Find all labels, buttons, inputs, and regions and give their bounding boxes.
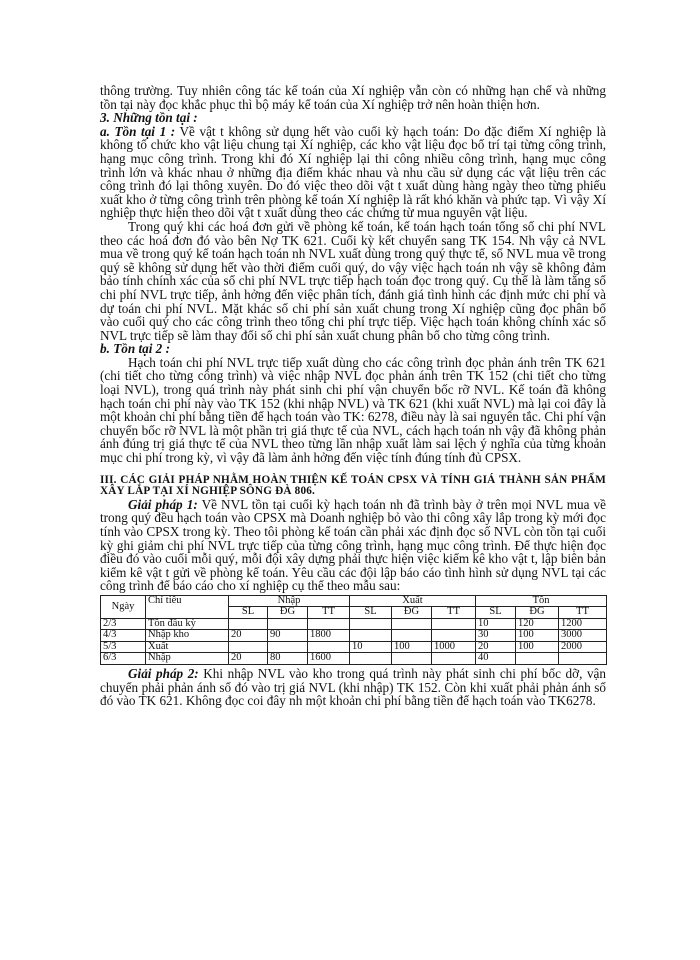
issue-1-text: Về vật t không sử dụng hết vào cuối kỳ hạch toán: Do đặc điểm Xí nghiệp là không tổ chức kho vật liệu chung tại Xí nghiệp, các kho vật liệu đọc bố trí tại từng công trình, hạng mục công trình. Trong khi đó Xí nghiệp lại thi công nhiều công trình, hạng mục công trình lớn và khác nhau ở những địa điểm khác nhau và nhu cầu sử dụng các vật liệu trên các công trình đó lại thông xuyên. Do đó việc theo dõi vật t xuất dùng hàng ngày theo từng phiếu xuất kho ở từng công trình trên phòng kế toán Xí nghiệp là rất khó khăn và phức tạp. Vì vậy Xí nghiệp thực hiện theo dõi vật t xuất dùng theo các chứng từ mua nguyên vật liệu. <box>100 123 607 221</box>
solution-1-text: Về NVL tồn tại cuối kỳ hạch toán nh đã trình bày ở trên mọi NVL mua về trong quý đều hạch toán vào CPSX mà Doanh nghiệp bỏ vào thi công xây lắp trong kỳ mới đọc tính vào CPSX trong kỳ. Theo tôi phòng kế toán cần phải xác định đọc số NVL còn tồn tại cuối kỳ ghi giảm chi phí NVL trực tiếp của từng công trình, hạng mục công trình. Để thực hiện đọc điều đó vào cuối mỗi quý, mỗi đội xây dựng phải thực hiện việc kiểm kê kho vật t, lập biên bản kiểm kê vật t gửi về phòng kế toán. Yêu cầu các đội lập báo cáo tình hình sử dụng NVL tại các công trình để báo cáo cho xí nghiệp cụ thể theo mẫu sau: <box>100 496 606 594</box>
cell: 1000 <box>432 641 476 653</box>
cell <box>516 653 559 665</box>
cell: 90 <box>268 630 308 642</box>
sub-header: TT <box>432 607 476 619</box>
cell: 2/3 <box>101 618 146 630</box>
cell <box>432 618 476 630</box>
solution-2-text: Khi nhập NVL vào kho trong quá trình này phát sinh chi phí bốc dỡ, vận chuyển phải phản ánh số đó vào trị giá NVL (khi nhập) TK 152. Còn khi xuất phải phản ánh số đó vào TK 621. Không đọc coi đây nh một khoản chi phí bằng tiền để hạch toán vào TK6278. <box>100 665 607 709</box>
cell: 20 <box>476 641 516 653</box>
cell <box>268 641 308 653</box>
cell: 5/3 <box>101 641 146 653</box>
cell <box>350 618 392 630</box>
cell: Tồn đầu kỳ <box>146 618 229 630</box>
cell <box>350 630 392 642</box>
solution-1-label: Giải pháp 1: <box>128 496 198 512</box>
cell: 20 <box>229 653 268 665</box>
intro-paragraph: thông trường. Tuy nhiên công tác kế toán của Xí nghiệp vẫn còn có những hạn chế và những tồn tại này đọc khắc phục thì bộ máy kế toán của Xí nghiệp trở nên hoàn thiện hơn. <box>100 83 606 112</box>
cell <box>308 618 350 630</box>
cell <box>229 641 268 653</box>
solution-1-paragraph <box>100 498 606 593</box>
cell: 1800 <box>308 630 350 642</box>
cell: 6/3 <box>101 653 146 665</box>
cell <box>392 630 432 642</box>
cell: 1200 <box>559 618 607 630</box>
issue-1-paragraph <box>100 125 606 220</box>
cell: 1600 <box>308 653 350 665</box>
cell: 20 <box>229 630 268 642</box>
table-row <box>101 630 607 642</box>
cell <box>392 653 432 665</box>
header-ton: Tồn <box>476 595 607 607</box>
cell <box>350 653 392 665</box>
solution-2-label: Giải pháp 2: <box>128 665 199 681</box>
issue-1-label: a. Tồn tại 1 : <box>100 123 176 139</box>
quarter-paragraph: Trong quý khi các hoá đơn gửi về phòng kế toán, kế toán hạch toán tổng số chi phí NVL theo các hoá đơn đó vào bên Nợ TK 621. Cuối kỳ kết chuyển sang TK 154. Nh vậy cả NVL mua về trong quý kế toán hạch toán nh NVL xuất dùng trong quý thực tế, số NVL mua về trong quý sẽ không sử dụng hết vào thời điểm cuối quý, do vậy việc hạch toán nh vậy sẽ không đảm bảo tính chính xác của số chi phí NVL trực tiếp hạch toán đọc trong quý. Cụ thể là làm tăng số chi phí NVL trực tiếp, ảnh hởng đến việc phân tích, đánh giá tình hình các định mức chi phí và dự toán chi phí NVL. Mặt khác số chi phí sản xuất chung trong Xí nghiệp cũng đọc phân bổ vào cuối quý cho các công trình theo tổng chi phí trực tiếp. Việc hạch toán không chính xác số NVL trực tiếp sẽ làm thay đổi số chi phí sản xuất chung phân bổ cho từng công trình. <box>100 218 606 343</box>
cell: 100 <box>516 630 559 642</box>
issue-2-paragraph: Hạch toán chi phí NVL trực tiếp xuất dùng cho các công trình đọc phản ánh trên TK 621 (chi tiết cho từng công trình) và việc nhập NVL đọc phản ánh trên TK 152 (chi tiết cho từng loại NVL), trong quá trình này phát sinh chi phí vận chuyển bốc rỡ NVL. Kế toán đã không hạch toán chi phí này vào TK 152 (khi nhập NVL) và TK 621 (khi xuất NVL) mà lại coi đây là một khoản chi phí bằng tiền để hạch toán vào TK: 6278, điều này là sai nguyên tắc. Chi phí vận chuyển bốc rỡ NVL là một phần trị giá thực tế của NVL, cách hạch toán nh vậy đã không phản ánh đúng trị giá thực tế của NVL theo từng lần nhập xuất làm sai lệch ý nghĩa của từng khoản mục chi phí trong kỳ, vì vậy đã làm ảnh hởng đến việc tính đúng tính đủ CPSX. <box>100 354 606 466</box>
issue-2-label: b. Tồn tại 2 : <box>100 341 170 357</box>
sub-header: SL <box>350 607 392 619</box>
cell: Nhập kho <box>146 630 229 642</box>
cell <box>229 618 268 630</box>
cell: 40 <box>476 653 516 665</box>
header-ngay: Ngày <box>101 595 146 618</box>
section-heading-issues: 3. Những tồn tại : <box>100 110 198 126</box>
cell <box>559 653 607 665</box>
cell: 3000 <box>559 630 607 642</box>
cell: 4/3 <box>101 630 146 642</box>
part-3-heading: III. CÁC GIẢI PHÁP NHẰM HOÀN THIỆN KẾ TOÁN CPSX VÀ TÍNH GIÁ THÀNH SẢN PHẨM XÂY LẮP TẠI XÍ NGHIỆP SÔNG ĐÀ 806. <box>100 473 606 498</box>
cell: 10 <box>350 641 392 653</box>
cell <box>392 618 432 630</box>
header-chitieu: Chỉ tiêu <box>146 595 229 618</box>
sub-header: SL <box>229 607 268 619</box>
cell: 80 <box>268 653 308 665</box>
sub-header: SL <box>476 607 516 619</box>
cell <box>268 618 308 630</box>
cell <box>308 641 350 653</box>
cell: 120 <box>516 618 559 630</box>
cell: Xuất <box>146 641 229 653</box>
cell: Nhập <box>146 653 229 665</box>
header-nhap: Nhập <box>229 595 350 607</box>
cell <box>432 653 476 665</box>
document-page <box>100 84 606 708</box>
sub-header: TT <box>559 607 607 619</box>
sub-header: ĐG <box>268 607 308 619</box>
cell: 10 <box>476 618 516 630</box>
cell: 30 <box>476 630 516 642</box>
cell: 100 <box>516 641 559 653</box>
sub-header: ĐG <box>516 607 559 619</box>
table-header-row <box>101 595 607 607</box>
table-row <box>101 653 607 665</box>
material-usage-table <box>100 595 607 665</box>
cell: 100 <box>392 641 432 653</box>
table-row <box>101 618 607 630</box>
sub-header: ĐG <box>392 607 432 619</box>
cell: 2000 <box>559 641 607 653</box>
sub-header: TT <box>308 607 350 619</box>
table-row <box>101 641 607 653</box>
cell <box>432 630 476 642</box>
solution-2-paragraph <box>100 667 606 708</box>
header-xuat: Xuất <box>350 595 476 607</box>
